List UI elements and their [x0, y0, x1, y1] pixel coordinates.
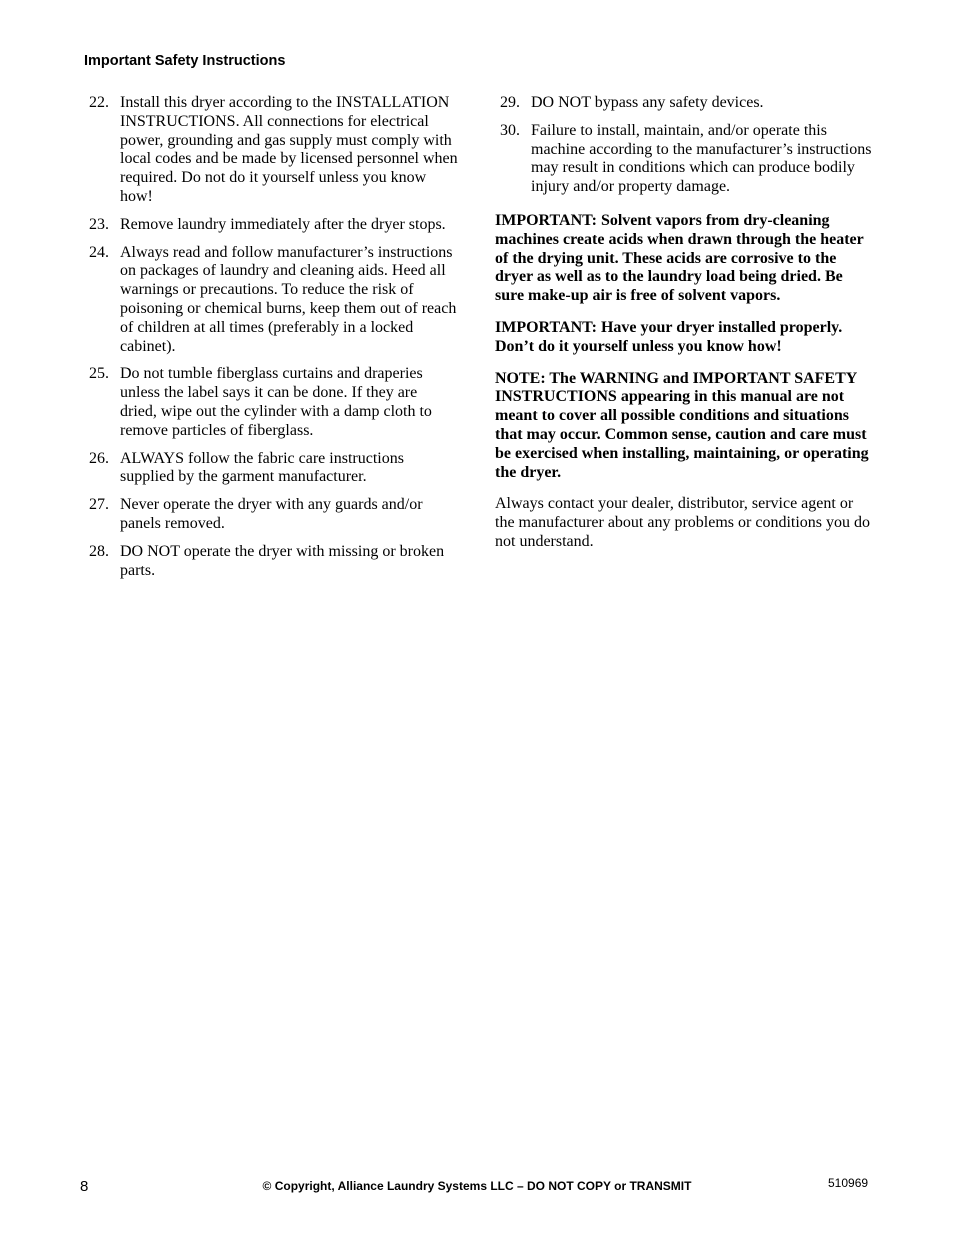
safety-list-right — [495, 94, 873, 197]
item-number: 24. — [89, 243, 109, 261]
copyright-notice: © Copyright, Alliance Laundry Systems LLC – DO NOT COPY or TRANSMIT — [262, 1179, 692, 1193]
warning-note: NOTE: The WARNING and IMPORTANT SAFETY INSTRUCTIONS appearing in this manual are not meant to cover all possible conditions and situations that may occur. Common sense, caution and care must be exercised when installing, maintaining, or operating the dryer. — [495, 369, 869, 481]
item-number: 25. — [89, 365, 109, 383]
item-number: 22. — [89, 94, 109, 111]
contact-paragraph: Always contact your dealer, distributor, service agent or the manufacturer about any problems or conditions you do not understand. — [495, 495, 871, 550]
page-number: 8 — [80, 1178, 89, 1195]
item-text: ALWAYS follow the fabric care instructions supplied by the garment manufacturer. — [120, 449, 404, 486]
list-item — [495, 94, 873, 113]
item-text: Do not tumble fiberglass curtains and draperies unless the label says it can be done. If they are dried, wipe out the cylinder with a damp cloth to remove particles of fiberglass. — [120, 365, 432, 439]
item-text: DO NOT bypass any safety devices. — [531, 94, 764, 111]
list-item — [84, 543, 458, 581]
item-text: Always read and follow manufacturer’s instructions on packages of laundry and cleaning aids. Heed all warnings or precautions. To reduce the risk of poisoning or chemical burns, keep them out of reach of children at all times (preferably in a locked cabinet). — [120, 243, 457, 355]
item-number: 28. — [89, 542, 109, 560]
item-number: 29. — [500, 94, 520, 111]
item-number: 27. — [89, 496, 109, 514]
item-number: 30. — [500, 121, 520, 139]
item-number: 26. — [89, 449, 109, 467]
left-column — [84, 94, 458, 589]
item-number: 23. — [89, 215, 109, 233]
list-item — [84, 496, 458, 534]
list-item — [495, 122, 873, 197]
item-text: Remove laundry immediately after the dryer stops. — [120, 215, 446, 233]
list-item — [84, 450, 458, 488]
list-item — [84, 365, 458, 440]
document-number: 510969 — [828, 1176, 869, 1190]
list-item — [84, 94, 458, 207]
right-column — [495, 94, 873, 565]
important-solvent-note: IMPORTANT: Solvent vapors from dry-cleaning machines create acids when drawn through the heater of the drying unit. These acids are corrosive to the dryer as well as to the laundry load being dried. Be sure make-up air is free of solvent vapors. — [495, 211, 864, 305]
safety-list-left — [84, 94, 458, 580]
item-text: Failure to install, maintain, and/or operate this machine according to the manufacturer’s instructions may result in conditions which can produce bodily injury and/or property damage. — [531, 121, 872, 196]
page-header-title: Important Safety Instructions — [84, 53, 286, 69]
item-text: Install this dryer according to the INSTALLATION INSTRUCTIONS. All connections for electrical power, grounding and gas supply must comply with local codes and be made by licensed personnel when required. Do not do it yourself unless you know how! — [120, 94, 458, 205]
item-text: Never operate the dryer with any guards and/or panels removed. — [120, 496, 423, 532]
list-item — [84, 216, 458, 235]
item-text: DO NOT operate the dryer with missing or broken parts. — [120, 542, 445, 579]
list-item — [84, 244, 458, 357]
important-install-note: IMPORTANT: Have your dryer installed properly. Don’t do it yourself unless you know how! — [495, 318, 843, 355]
